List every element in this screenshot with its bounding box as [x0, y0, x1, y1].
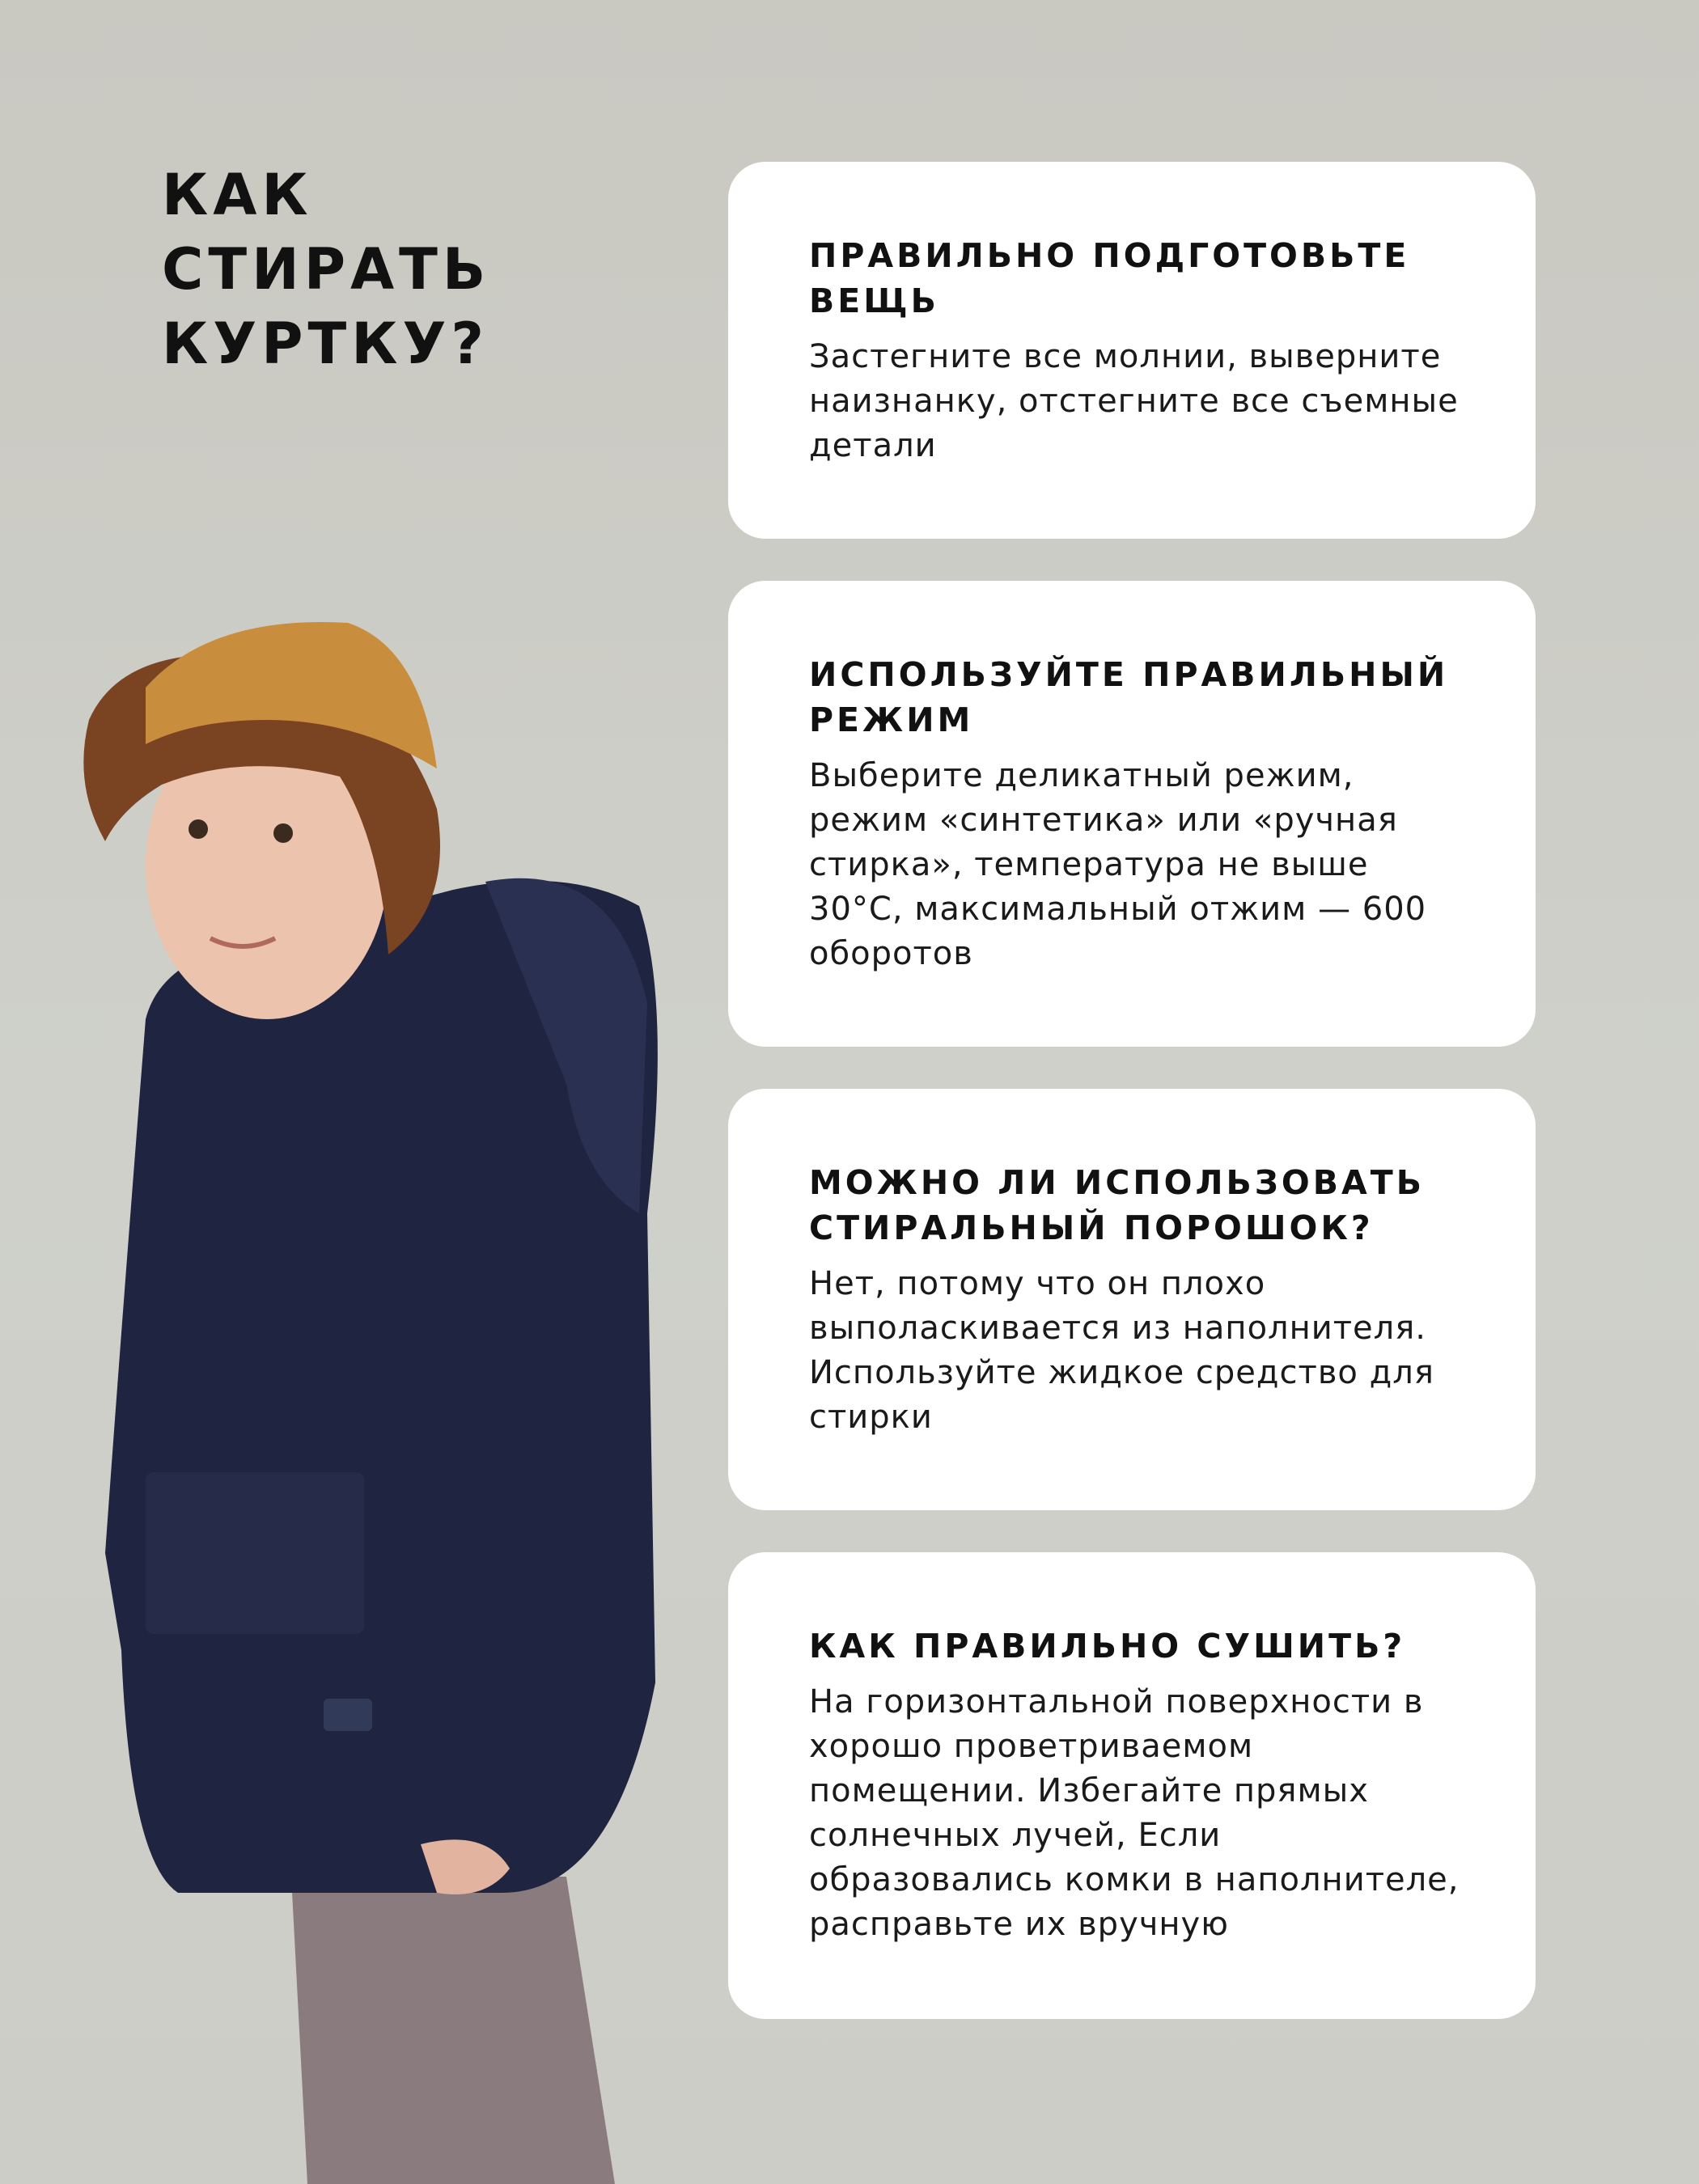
card-drying: [728, 1552, 1536, 2019]
card-powder: [728, 1089, 1536, 1510]
card-heading: ПРАВИЛЬНО ПОДГОТОВЬТЕ ВЕЩЬ: [809, 236, 1410, 320]
page-title: КАК СТИРАТЬ КУРТКУ?: [162, 162, 491, 377]
card-heading: МОЖНО ЛИ ИСПОЛЬЗОВАТЬ СТИРАЛЬНЫЙ ПОРОШОК?: [809, 1163, 1425, 1247]
card-heading: ИСПОЛЬЗУЙТЕ ПРАВИЛЬНЫЙ РЕЖИМ: [809, 655, 1449, 739]
child-photo: [0, 599, 728, 2184]
card-text: Нет, потому что он плохо выполаскивается из наполнителя. Используйте жидкое средство для стирки: [809, 1265, 1434, 1436]
jacket: [105, 878, 658, 1893]
card-heading: КАК ПРАВИЛЬНО СУШИТЬ?: [809, 1627, 1406, 1666]
card-text: Застегните все молнии, выверните наизнанку, отстегните все съемные детали: [809, 338, 1459, 464]
card-mode: [728, 581, 1536, 1047]
card-text: На горизонтальной поверхности в хорошо проветриваемом помещении. Избегайте прямых солнечных лучей, Если образовались комки в наполнителе, расправьте их вручную: [809, 1683, 1460, 1943]
card-text: Выберите деликатный режим, режим «синтетика» или «ручная стирка», температура не выше 30°C, максимальный отжим — 600 оборотов: [809, 757, 1427, 972]
card-prepare: [728, 162, 1536, 539]
pants: [291, 1877, 615, 2184]
